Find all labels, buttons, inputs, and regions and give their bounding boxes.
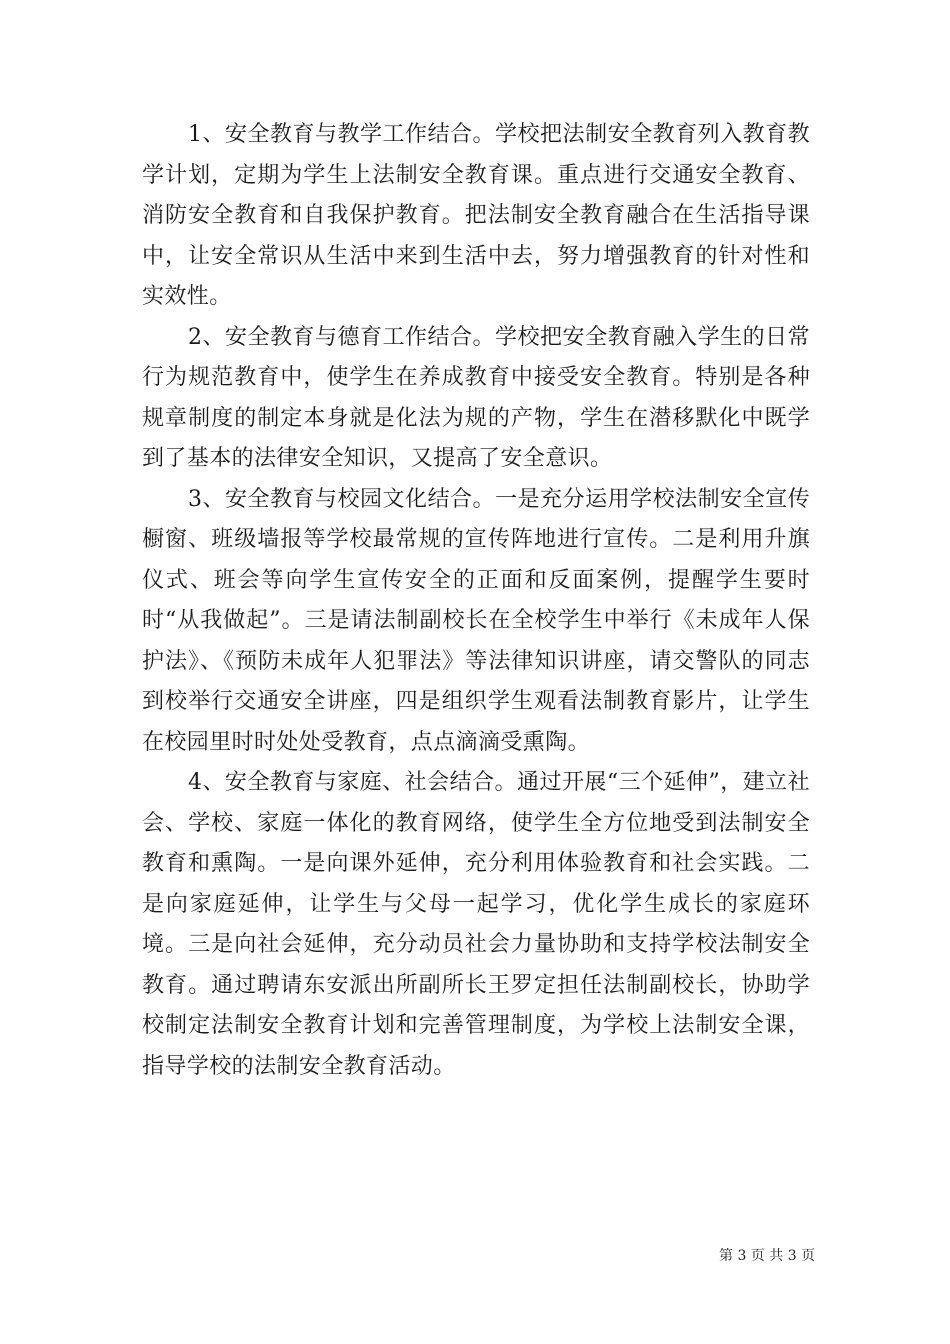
paragraph-2: 2、安全教育与德育工作结合。学校把安全教育融入学生的日常行为规范教育中，使学生在养成教育中接受安全教育。特别是各种规章制度的制定本身就是化法为规的产物，学生在潜移默化中既学到了基本的法律安全知识，又提高了安全意识。 (142, 324, 810, 471)
page-number: 第 3 页 共 3 页 (719, 1248, 816, 1264)
paragraph-1: 1、安全教育与教学工作结合。学校把法制安全教育列入教育教学计划，定期为学生上法制安全教育课。重点进行交通安全教育、消防安全教育和自我保护教育。把法制安全教育融合在生活指导课中，让安全常识从生活中来到生活中去，努力增强教育的针对性和实效性。 (142, 122, 810, 309)
document-body (142, 115, 810, 1087)
paragraph-4: 4、安全教育与家庭、社会结合。通过开展“三个延伸”，建立社会、学校、家庭一体化的教育网络，使学生全方位地受到法制安全教育和熏陶。一是向课外延伸，充分利用体验教育和社会实践。二是向家庭延伸，让学生与父母一起学习，优化学生成长的家庭环境。三是向社会延伸，充分动员社会力量协助和支持学校法制安全教育。通过聘请东安派出所副所长王罗定担任法制副校长，协助学校制定法制安全教育计划和完善管理制度，为学校上法制安全课，指导学校的法制安全教育活动。 (142, 770, 810, 1079)
paragraph-3: 3、安全教育与校园文化结合。一是充分运用学校法制安全宣传橱窗、班级墙报等学校最常规的宣传阵地进行宣传。二是利用升旗仪式、班会等向学生宣传安全的正面和反面案例，提醒学生要时时“从我做起”。三是请法制副校长在全校学生中举行《未成年人保护法》、《预防未成年人犯罪法》等法律知识讲座，请交警队的同志到校举行交通安全讲座，四是组织学生观看法制教育影片，让学生在校园里时时处处受教育，点点滴滴受熏陶。 (142, 486, 810, 755)
